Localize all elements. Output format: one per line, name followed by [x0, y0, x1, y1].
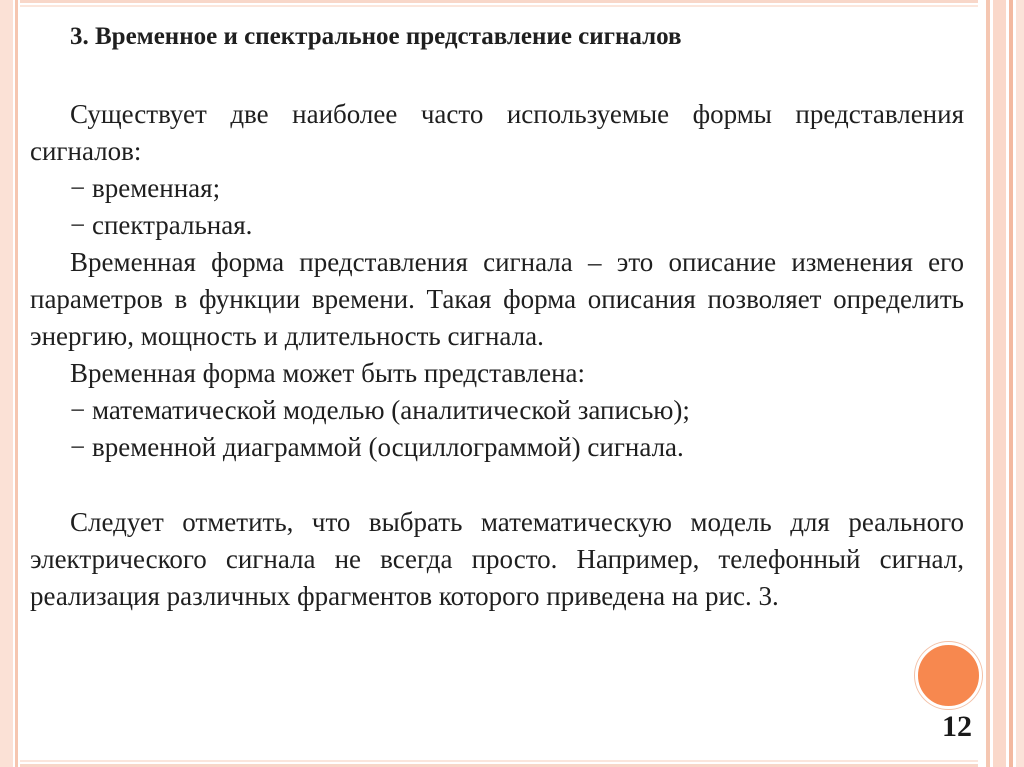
paragraph-intro: Существует две наиболее часто используемые формы представления сигналов: [30, 99, 964, 166]
top-border-decoration [20, 0, 978, 7]
page-number: 12 [942, 710, 972, 743]
paragraph-temporal-represented: Временная форма может быть представлена: [70, 358, 586, 388]
orange-circle-decoration [915, 642, 982, 709]
slide-title: 3. Временное и спектральное представление сигналов [70, 23, 682, 50]
left-border-decoration [0, 0, 20, 767]
slide-body [30, 20, 964, 615]
paragraph-temporal-form: Временная форма представления сигнала – это описание изменения его параметров в функции времени. Такая форма описания позволяет определить энергию, мощность и длительность сигнала. [30, 247, 964, 351]
list-item-temporal: − временная; [70, 173, 221, 203]
list-item-time-diagram: − временной диаграммой (осциллограммой) сигнала. [70, 432, 684, 462]
paragraph-note: Следует отметить, что выбрать математическую модель для реального электрического сигнала не всегда просто. Например, телефонный сигнал, реализация различных фрагментов которого приведена на рис. 3. [30, 507, 964, 611]
bottom-border-decoration [20, 760, 978, 767]
list-item-spectral: − спектральная. [70, 210, 253, 240]
list-item-math-model: − математической моделью (аналитической записью); [70, 395, 690, 425]
right-border-decoration [978, 0, 1024, 767]
